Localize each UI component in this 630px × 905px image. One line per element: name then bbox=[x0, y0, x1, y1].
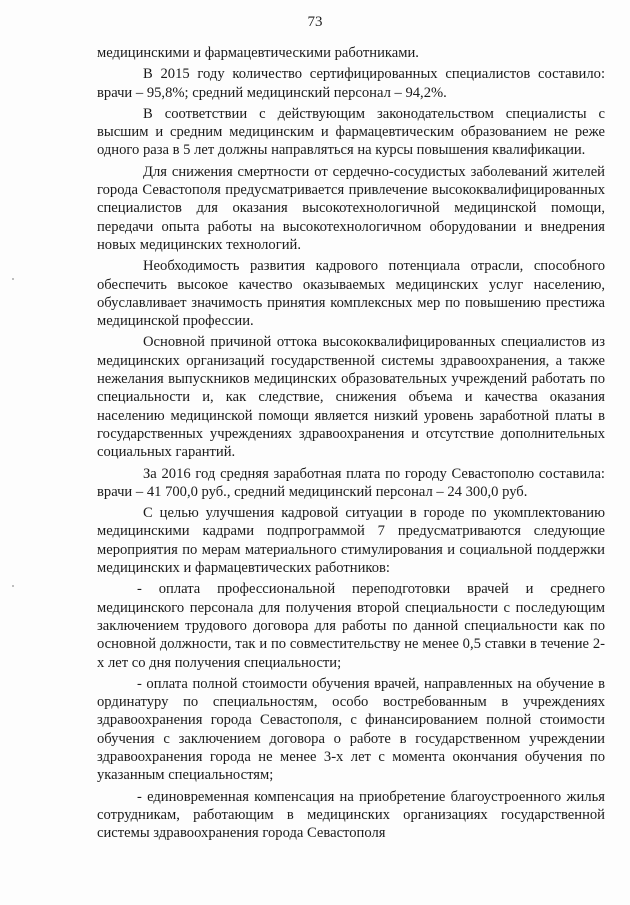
list-item-housing: - единовременная компенсация на приобретение благоустроенного жилья сотрудникам, работающим в медицинских организациях государственной системы здравоохранения города Севастополя bbox=[97, 788, 605, 842]
list-item-retraining: - оплата профессиональной переподготовки врачей и среднего медицинского персонала для получения второй специальности с последующим заключением трудового договора для работы по данной специальности как по основной должности, так и по совместительству не менее 0,5 ставки в течение 2-х лет со дня получения специальности; bbox=[97, 581, 605, 671]
paragraph-personnel-potential: Необходимость развития кадрового потенциала отрасли, способного обеспечить высокое качество оказываемых медицинских услуг населению, обуславливает значимость принятия комплексных мер по повышению престижа медицинской профессии. bbox=[97, 258, 605, 330]
body-text bbox=[97, 44, 605, 845]
list-item-residency: - оплата полной стоимости обучения врачей, направленных на обучение в ординатуру по специальностям, особо востребованным в учреждениях здравоохранения города Севастополя, с финансированием полной стоимости обучения с заключением договора о работе в государственном учреждении здравоохранения города не менее 3-х лет с момента окончания обучения по указанным специальностям; bbox=[97, 675, 605, 784]
scan-speck bbox=[12, 585, 14, 587]
paragraph-measures-intro: С целью улучшения кадровой ситуации в городе по укомплектованию медицинскими кадрами подпрограммой 7 предусматриваются следующие мероприятия по мерам материального стимулирования и социальной поддержки медицинских и фармацевтических работников: bbox=[97, 505, 605, 577]
paragraph-outflow-reasons: Основной причиной оттока высококвалифицированных специалистов из медицинских организаций государственной системы здравоохранения, а также нежелания выпускников медицинских образовательных учреждений работать по специальности и, как следствие, снижения объема и качества оказания населению медицинской помощи является низкий уровень заработной платы в государственных учреждениях здравоохранения и отсутствие дополнительных социальных гарантий. bbox=[97, 334, 605, 461]
page-number: 73 bbox=[307, 14, 323, 30]
paragraph-salary: За 2016 год средняя заработная плата по городу Севастополю составила: врачи – 41 700,0 руб., средний медицинский персонал – 24 300,0 руб. bbox=[97, 465, 605, 500]
paragraph-continuation: медицинскими и фармацевтическими работниками. bbox=[97, 45, 419, 61]
paragraph-qualification: В соответствии с действующим законодательством специалисты с высшим и средним медицинским и фармацевтическим образованием не реже одного раза в 5 лет должны направляться на курсы повышения квалификации. bbox=[97, 105, 605, 159]
scan-speck bbox=[12, 278, 14, 280]
paragraph-mortality: Для снижения смертности от сердечно-сосудистых заболеваний жителей города Севастополя предусматривается привлечение высококвалифицированных специалистов для оказания высокотехнологичной медицинской помощи, передачи опыта работы на высокотехнологичном оборудовании и внедрения новых медицинских технологий. bbox=[97, 163, 605, 253]
paragraph-certification: В 2015 году количество сертифицированных специалистов составило: врачи – 95,8%; средний медицинский персонал – 94,2%. bbox=[97, 66, 605, 101]
